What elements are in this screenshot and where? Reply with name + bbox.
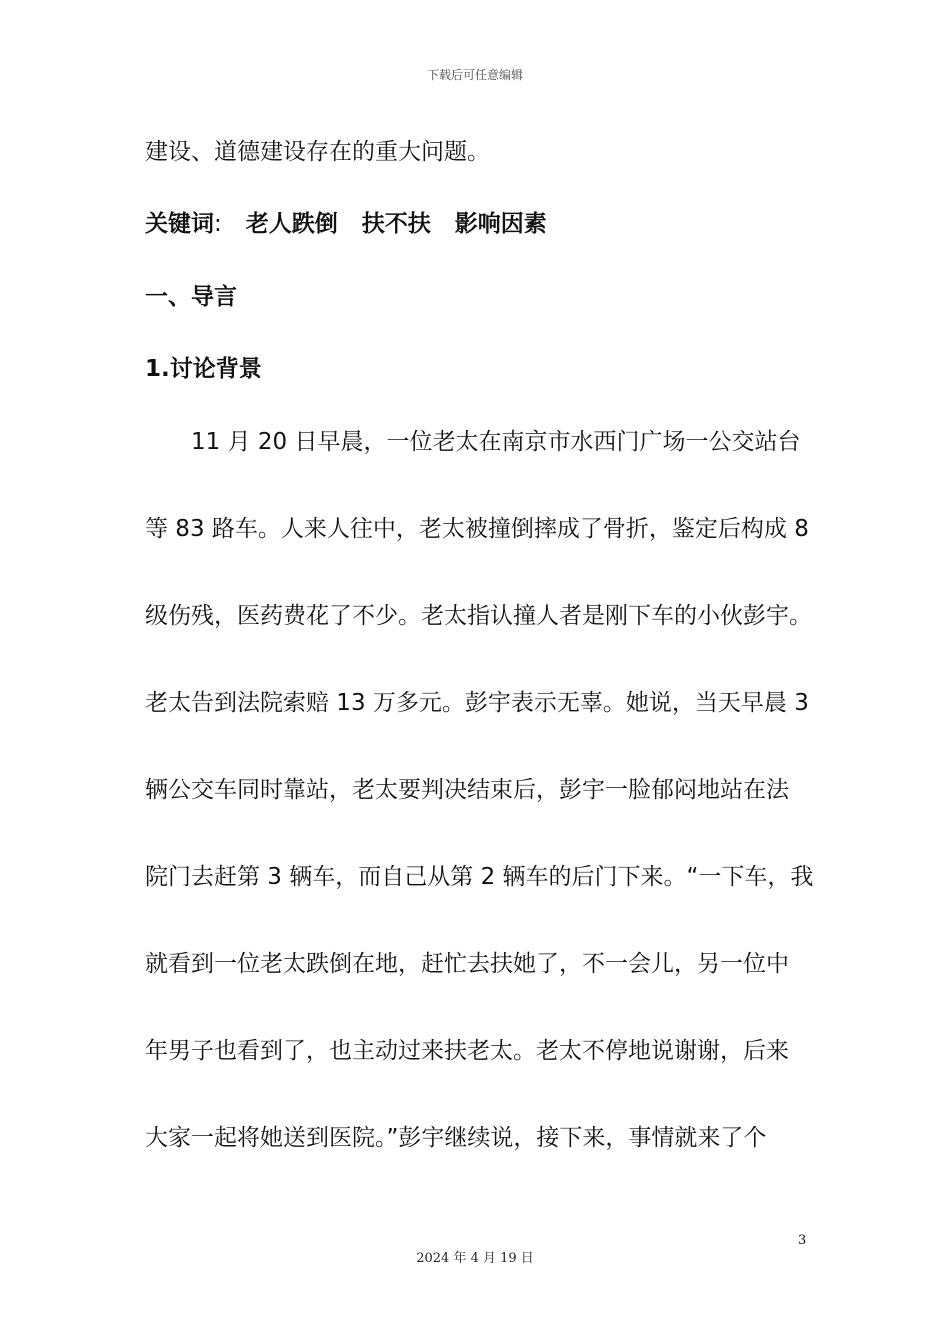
paragraph-line-2: 等 83 路车。人来人往中，老太被撞倒摔成了骨折，鉴定后构成 8 [145,516,809,542]
keyword-2: 扶不扶 [361,211,431,237]
paragraph-line-9: 大家一起将她送到医院。”彭宇继续说，接下来，事情就来了个 [145,1125,767,1151]
page-number: 3 [798,1233,807,1248]
paragraph-line-8: 年男子也看到了，也主动过来扶老太。老太不停地说谢谢，后来 [145,1038,789,1064]
keywords-line [145,209,547,239]
section-title: 一、导言 [145,284,237,310]
paragraph-line-4: 老太告到法院索赔 13 万多元。彭宇表示无辜。她说，当天早晨 3 [145,690,809,716]
paragraph-line-7: 就看到一位老太跌倒在地，赶忙去扶她了，不一会儿，另一位中 [145,951,789,977]
keywords-label: 关键词 [145,211,214,237]
keyword-3: 影响因素 [454,211,547,237]
footer-date: 2024 年 4 月 19 日 [416,1251,534,1266]
page-header: 下载后可任意编辑 [426,68,523,82]
paragraph-line-6: 院门去赶第 3 辆车，而自己从第 2 辆车的后门下来。“一下车，我 [145,864,814,890]
paragraph-line-3: 级伤残，医药费花了不少。老太指认撞人者是刚下车的小伙彭宇。 [145,603,812,629]
keywords-separator: : [214,211,222,237]
intro-tail-line: 建设、道德建设存在的重大问题。 [145,139,490,165]
keyword-1: 老人跌倒 [245,211,338,237]
paragraph-line-1: 11 月 20 日早晨，一位老太在南京市水西门广场一公交站台 [145,429,801,455]
subsection-title: 1.讨论背景 [145,356,262,382]
paragraph-line-5: 辆公交车同时靠站，老太要判决结束后，彭宇一脸郁闷地站在法 [145,777,789,803]
